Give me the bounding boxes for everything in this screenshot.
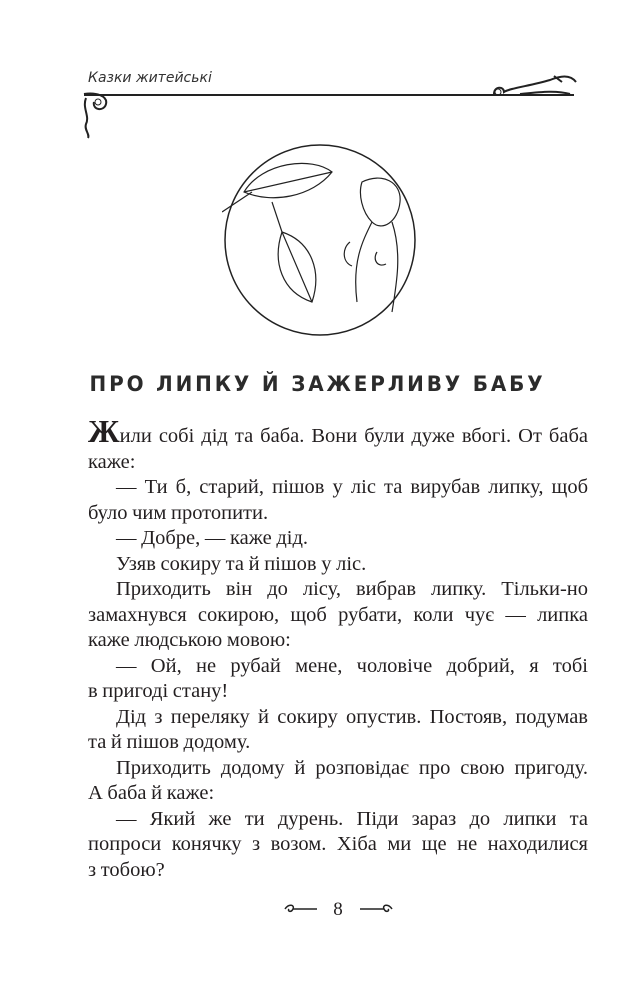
story-illustration <box>222 142 418 338</box>
drop-cap: Ж <box>88 413 120 449</box>
text-line: каже людською мовою: <box>88 629 291 651</box>
text-line: каже: <box>88 450 136 473</box>
story-title: ПРО ЛИПКУ Й ЗАЖЕРЛИВУ БАБУ <box>89 372 546 396</box>
text-line <box>88 413 588 450</box>
leaf-icon <box>222 163 332 302</box>
text-line: — Ти б, старий, пішов у ліс та вирубав липку, щоб <box>116 476 588 498</box>
story-flow <box>88 413 588 922</box>
text-line: А баба й каже: <box>88 782 215 804</box>
header-ornament-icon <box>490 72 580 102</box>
page-number: 8 <box>333 898 343 920</box>
text-line: Узяв сокиру та й пішов у ліс. <box>116 552 367 575</box>
left-swirl-icon <box>283 898 319 922</box>
text-line: — Який же ти дурень. Піди зараз до липки та <box>116 807 588 830</box>
text-line: — Ой, не рубай мене, чоловіче добрий, я тобі <box>116 654 588 677</box>
text-line: Приходить він до лісу, вибрав липку. Тільки-но <box>116 578 588 600</box>
text-line: з тобою? <box>88 858 165 881</box>
text-line-content: или собі дід та баба. Вони були дуже вбогі. От баба <box>119 425 588 447</box>
text-line: було чим протопити. <box>88 501 269 524</box>
running-header: Казки житейські <box>88 70 212 86</box>
text-line: попроси конячку з возом. Хіба ми ще не находилися <box>88 833 588 855</box>
text-line: в пригоді стану! <box>88 680 229 702</box>
text-line: Приходить додому й розповідає про свою пригоду. <box>116 756 588 779</box>
text-line: — Добре, — каже дід. <box>116 527 309 549</box>
story-text <box>88 413 588 883</box>
text-line: замахнувся сокирою, щоб рубати, коли чує — липка <box>88 603 588 626</box>
page-footer <box>88 897 588 922</box>
right-swirl-icon <box>358 898 394 922</box>
old-man-figure <box>344 178 400 312</box>
text-line: Дід з переляку й сокиру опустив. Постояв, подумав <box>116 705 588 728</box>
corner-ornament-icon <box>76 90 116 140</box>
text-line: та й пішов додому. <box>88 731 251 753</box>
